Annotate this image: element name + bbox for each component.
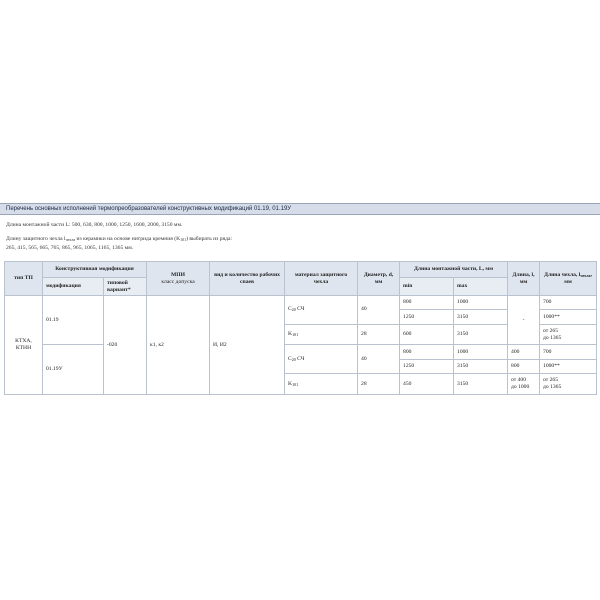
cell-min: 800 (400, 296, 454, 310)
header-mpi (147, 262, 210, 296)
material-sub: 101 (292, 381, 299, 387)
header-modifikaciya: модификация (43, 278, 104, 296)
header-mount-length: Длина монтажной части, L, мм (400, 262, 508, 278)
cell-diametr: 40 (358, 345, 400, 374)
sheath-to: до 1365 (543, 334, 562, 341)
cell-length-dash: - (508, 296, 540, 345)
cell-min: 450 (400, 374, 454, 395)
header-sheath-a: Длина чехла, (544, 271, 578, 278)
cell-material (285, 324, 358, 345)
cell-material (285, 296, 358, 325)
sheath-length-text-b: из керамики на основе нитрида кремния (K (75, 236, 181, 242)
cell-diametr: 40 (358, 296, 400, 325)
cell-material (285, 374, 358, 395)
material-tail: СЧ (295, 355, 305, 362)
cell-length (508, 374, 540, 395)
cell-max: 3150 (454, 324, 508, 345)
spec-table (4, 261, 597, 395)
header-tipovoy: типовой вариант* (104, 278, 147, 296)
length-from: от 400 (511, 377, 526, 384)
header-material: материал защитного чехла (285, 262, 358, 296)
cell-sheath: 1000** (540, 359, 597, 373)
cell-klass: к1, к2 (147, 296, 210, 395)
header-vid: вид и количество рабочих спаев (210, 262, 285, 296)
cell-material (285, 345, 358, 374)
mount-length-line: Длина монтажной части L: 500, 630, 800, 1000, 1250, 1600, 2000, 3150 мм. (6, 222, 183, 228)
header-sheath-sub: чехла (580, 272, 591, 278)
cell-min: 800 (400, 345, 454, 359)
cell-tipovoy: -020 (104, 296, 147, 395)
cell-length: 800 (508, 359, 540, 373)
material-main: C (288, 355, 292, 362)
cell-diametr: 28 (358, 374, 400, 395)
sheath-length-sub: чехла (65, 237, 76, 242)
length-to: до 1000 (511, 384, 530, 391)
type-tp-line2: КТНН (15, 345, 32, 351)
header-mpi-sub: класс допуска (161, 278, 195, 285)
material-tail: СЧ (295, 306, 305, 313)
cell-max: 1000 (454, 345, 508, 359)
header-diametr: Диаметр, d, мм (358, 262, 400, 296)
type-tp-line1: КТХА, (15, 338, 32, 344)
cell-sheath (540, 374, 597, 395)
sheath-length-values: 265, 415, 565, 665, 765, 865, 965, 1065, 1165, 1365 мм. (6, 245, 134, 251)
cell-min: 1250 (400, 359, 454, 373)
cell-diametr: 28 (358, 324, 400, 345)
header-sheath-length (540, 262, 597, 296)
table-row (5, 296, 597, 310)
cell-vid: И, И2 (210, 296, 285, 395)
intro-text (6, 221, 596, 252)
cell-sheath: 1000** (540, 310, 597, 324)
cell-max: 1000 (454, 296, 508, 310)
cell-mod-0119: 01.19 (43, 296, 104, 345)
sheath-from: от 265 (543, 327, 558, 334)
cell-max: 3150 (454, 374, 508, 395)
material-main: C (288, 306, 292, 313)
header-length-l: Длина, l, мм (508, 262, 540, 296)
cell-min: 1250 (400, 310, 454, 324)
header-type-tp: тип ТП (5, 262, 43, 296)
header-mpi-label: МПИ (171, 271, 185, 278)
cell-length: 400 (508, 345, 540, 359)
header-sheath-b: l (578, 271, 581, 278)
cell-mod-0119u: 01.19У (43, 345, 104, 395)
sheath-to: до 1365 (543, 384, 562, 391)
cell-type-tp (5, 296, 43, 395)
sheath-from: от 265 (543, 377, 558, 384)
header-konstr: Конструктивная модификация (43, 262, 147, 278)
material-main: K (288, 331, 293, 338)
sheath-length-text-c: ) выбирать из ряда: (186, 236, 233, 242)
section-title-bar: Перечень основных исполнений термопреобразователей конструктивных модификаций 01.19, 01.19У (0, 203, 600, 215)
table-row (5, 345, 597, 359)
header-max: max (454, 278, 508, 296)
cell-sheath: 700 (540, 296, 597, 310)
sheath-length-text-a: Длину защитного чехла l (6, 236, 66, 242)
material-sub: 20 (291, 356, 296, 362)
sheath-length-line (6, 235, 596, 244)
cell-sheath: 700 (540, 345, 597, 359)
header-sheath-c: , мм (564, 271, 592, 285)
header-min: min (400, 278, 454, 296)
material-sub: 20 (291, 307, 296, 313)
material-sub: 101 (292, 332, 299, 338)
cell-max: 3150 (454, 310, 508, 324)
cell-min: 600 (400, 324, 454, 345)
material-main: K (288, 380, 293, 387)
cell-max: 3150 (454, 359, 508, 373)
cell-sheath (540, 324, 597, 345)
sheath-material-sub: 101 (180, 237, 187, 242)
